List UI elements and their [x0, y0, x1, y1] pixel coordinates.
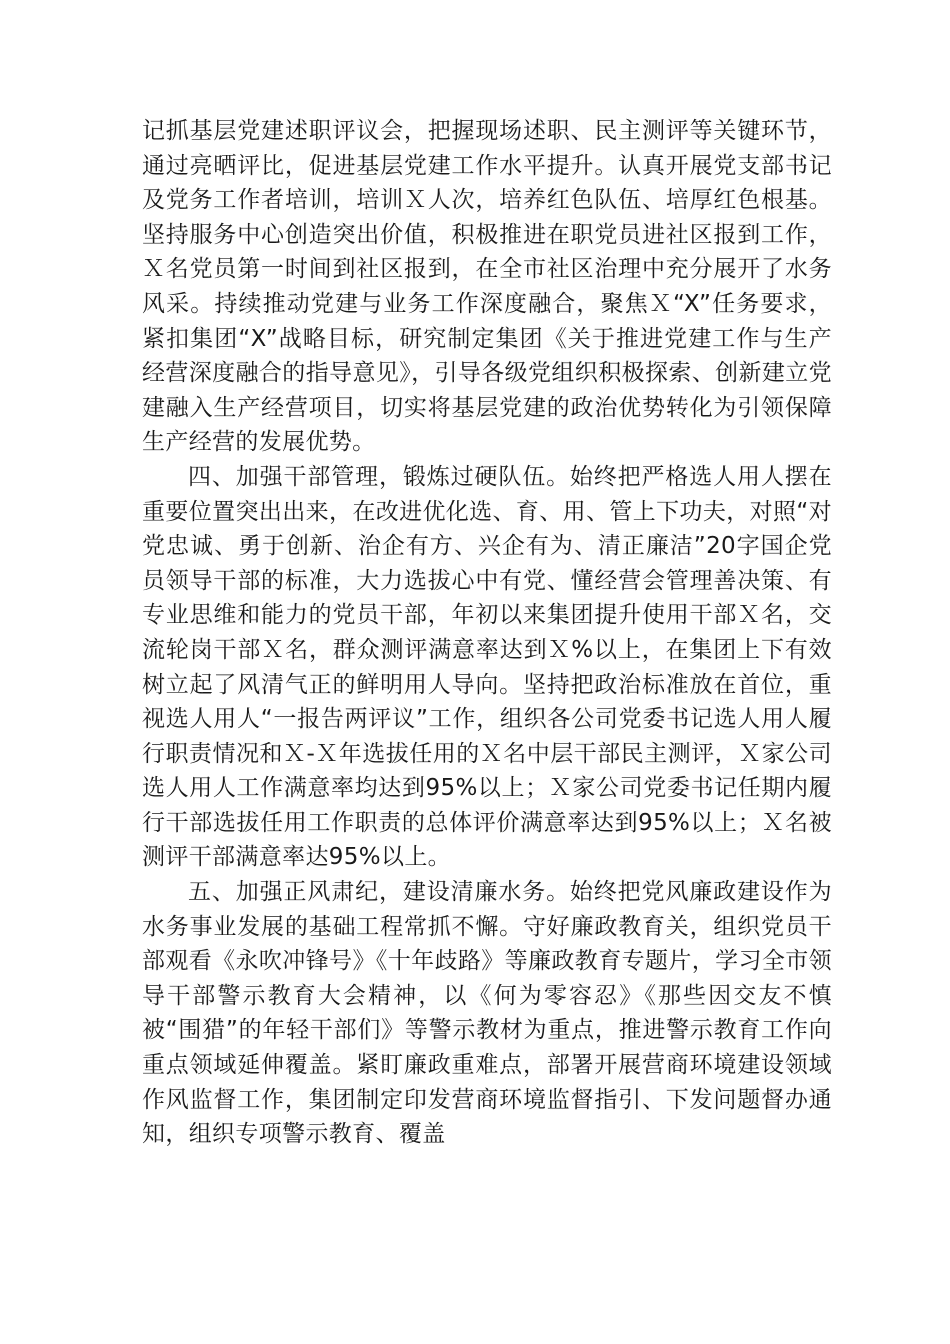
- document-body: [142, 114, 832, 1152]
- paragraph-section-4-cadre-management: 四、加强干部管理，锻炼过硬队伍。始终把严格选人用人摆在重要位置突出出来，在改进优化选、育、用、管上下功夫，对照“对党忠诚、勇于创新、治企有方、兴企有为、清正廉洁”20字国企党员领导干部的标准，大力选拔心中有党、懂经营会管理善决策、有专业思维和能力的党员干部，年初以来集团提升使用干部Ｘ名，交流轮岗干部Ｘ名，群众测评满意率达到Ｘ%以上，在集团上下有效树立起了风清气正的鲜明用人导向。坚持把政治标准放在首位，重视选人用人“一报告两评议”工作，组织各公司党委书记选人用人履行职责情况和Ｘ-Ｘ年选拔任用的Ｘ名中层干部民主测评，Ｘ家公司选人用人工作满意率均达到95%以上；Ｘ家公司党委书记任期内履行干部选拔任用工作职责的总体评价满意率达到95%以上；Ｘ名被测评干部满意率达95%以上。: [142, 463, 832, 871]
- paragraph-continuation: 记抓基层党建述职评议会，把握现场述职、民主测评等关键环节，通过亮晒评比，促进基层党建工作水平提升。认真开展党支部书记及党务工作者培训，培训Ｘ人次，培养红色队伍、培厚红色根基。坚持服务中心创造突出价值，积极推进在职党员进社区报到工作，Ｘ名党员第一时间到社区报到，在全市社区治理中充分展开了水务风采。持续推动党建与业务工作深度融合，聚焦Ｘ“X”任务要求，紧扣集团“X”战略目标，研究制定集团《关于推进党建工作与生产经营深度融合的指导意见》，引导各级党组织积极探索、创新建立党建融入生产经营项目，切实将基层党建的政治优势转化为引领保障生产经营的发展优势。: [142, 118, 832, 456]
- paragraph-section-5-integrity: 五、加强正风肃纪，建设清廉水务。始终把党风廉政建设作为水务事业发展的基础工程常抓不懈。守好廉政教育关，组织党员干部观看《永吹冲锋号》《十年歧路》等廉政教育专题片，学习全市领导干部警示教育大会精神，以《何为零容忍》《那些因交友不慎被“围猎”的年轻干部们》等警示教材为重点，推进警示教育工作向重点领域延伸覆盖。紧盯廉政重难点，部署开展营商环境建设领域作风监督工作，集团制定印发营商环境监督指引、下发问题督办通知，组织专项警示教育、覆盖: [142, 879, 832, 1148]
